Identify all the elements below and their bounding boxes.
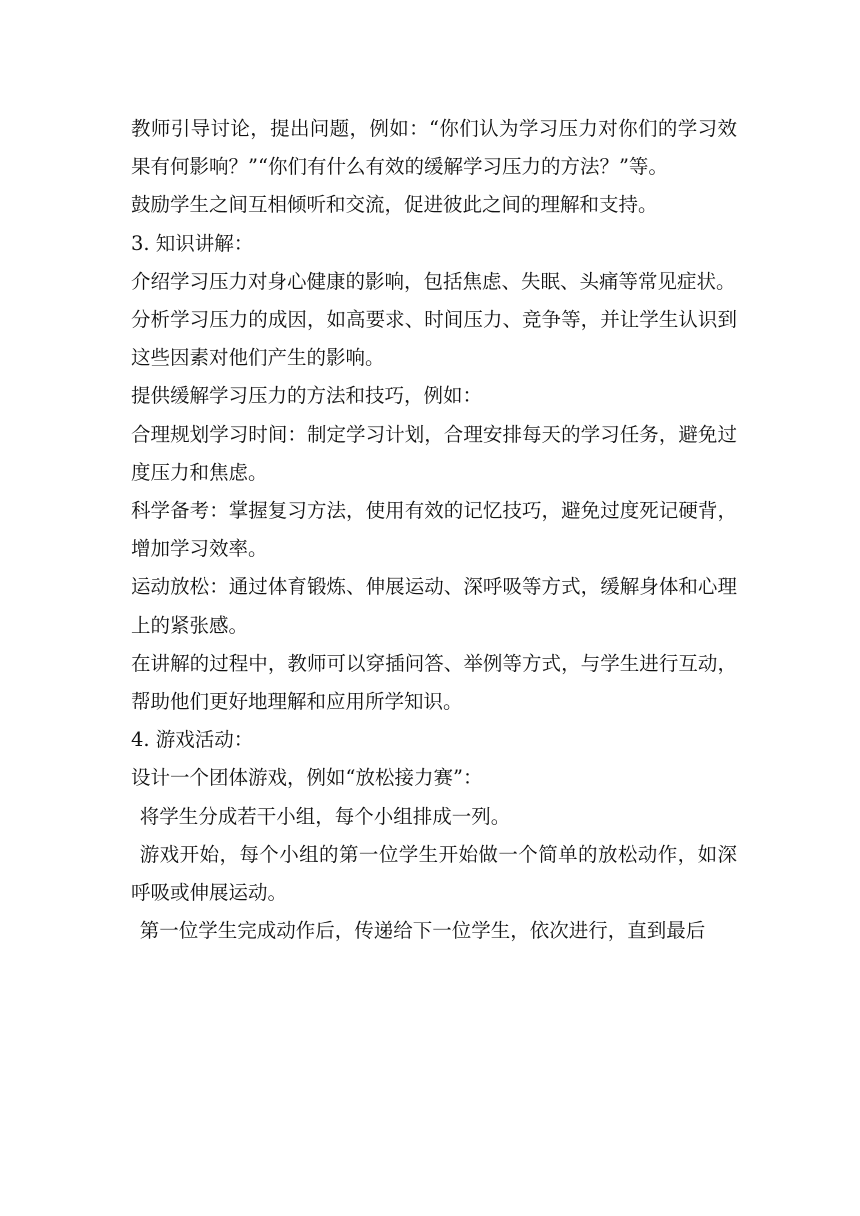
paragraph-exercise-relax: 运动放松：通过体育锻炼、伸展运动、深呼吸等方式，缓解身体和心理上的紧张感。 <box>131 575 737 637</box>
paragraph-game-start: 游戏开始，每个小组的第一位学生开始做一个简单的放松动作，如深呼吸或伸展运动。 <box>131 842 737 905</box>
paragraph-encourage-listening: 鼓励学生之间互相倾听和交流，促进彼此之间的理解和支持。 <box>131 193 658 217</box>
paragraph-game-design: 设计一个团体游戏，例如“放松接力赛”： <box>131 766 483 790</box>
paragraph-causes: 分析学习压力的成因，如高要求、时间压力、竞争等，并让学生认识到这些因素对他们产生的影响。 <box>131 308 737 370</box>
paragraph-game-pass: 第一位学生完成动作后，传递给下一位学生，依次进行，直到最后 <box>139 919 706 943</box>
paragraph-methods-intro: 提供缓解学习压力的方法和技巧，例如： <box>131 384 483 408</box>
paragraph-plan-time: 合理规划学习时间：制定学习计划，合理安排每天的学习任务，避免过度压力和焦虑。 <box>131 422 737 484</box>
section-heading-game: 4. 游戏活动： <box>131 728 254 752</box>
paragraph-discussion-questions: 教师引导讨论，提出问题，例如：“你们认为学习压力对你们的学习效果有何影响？”“你们有什么有效的缓解学习压力的方法？”等。 <box>131 117 737 179</box>
paragraph-game-groups: 将学生分成若干小组，每个小组排成一列。 <box>139 804 511 828</box>
document-body <box>131 110 737 950</box>
section-heading-knowledge: 3. 知识讲解： <box>131 231 254 255</box>
paragraph-interaction: 在讲解的过程中，教师可以穿插问答、举例等方式，与学生进行互动，帮助他们更好地理解和应用所学知识。 <box>131 651 737 714</box>
paragraph-health-effects: 介绍学习压力对身心健康的影响，包括焦虑、失眠、头痛等常见症状。 <box>131 269 736 293</box>
paragraph-exam-prep: 科学备考：掌握复习方法，使用有效的记忆技巧，避免过度死记硬背，增加学习效率。 <box>131 499 737 561</box>
